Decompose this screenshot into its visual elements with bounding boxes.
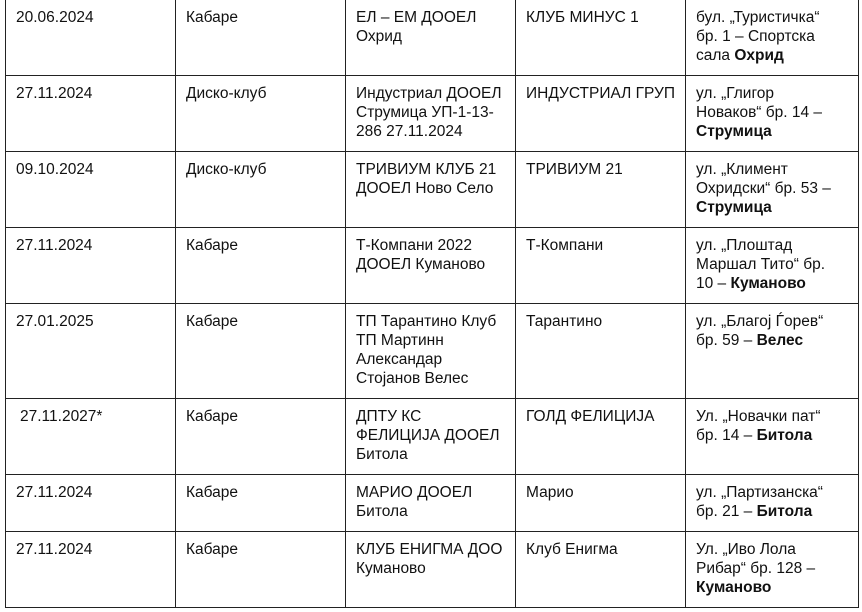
venue-type-text: Кабаре [186, 408, 239, 425]
venue-name-cell [516, 475, 686, 532]
city-name: Битола [756, 427, 813, 444]
venue-name-text: ТРИВИУМ 21 [526, 161, 623, 178]
date-cell [6, 0, 176, 76]
address-cell [686, 532, 859, 608]
address-line [696, 540, 854, 559]
city-name: Битола [756, 503, 813, 520]
company-cell [346, 475, 516, 532]
address-line [696, 198, 854, 217]
address-text: Новаков“ бр. 14 – [696, 104, 823, 121]
address-text: Маршал Тито“ бр. [696, 256, 825, 273]
company-cell [346, 304, 516, 399]
venue-type-text: Кабаре [186, 484, 239, 501]
address-cell [686, 228, 859, 304]
venue-name-cell [516, 399, 686, 475]
venue-type-text: Кабаре [186, 237, 239, 254]
venue-type-text: Кабаре [186, 541, 239, 558]
company-text: ТП Тарантино Клуб [356, 313, 497, 330]
venue-name-cell [516, 152, 686, 228]
company-line [356, 255, 511, 274]
address-cell [686, 304, 859, 399]
address-line [696, 578, 854, 597]
company-text: ФЕЛИЦИЈА ДООЕЛ [356, 427, 500, 444]
address-text: 10 – [696, 275, 731, 292]
venue-type-cell [176, 475, 346, 532]
venue-type-cell [176, 76, 346, 152]
venue-name-cell [516, 228, 686, 304]
date-text: 27.11.2024 [16, 484, 93, 501]
company-line [356, 236, 511, 255]
company-line [356, 559, 511, 578]
table-row [6, 532, 859, 608]
address-line [696, 122, 854, 141]
address-text: сала [696, 47, 735, 64]
table-row [6, 399, 859, 475]
company-text: МАРИО ДООЕЛ [356, 484, 473, 501]
city-name: Охрид [734, 47, 784, 64]
company-text: Струмица УП-1-13- [356, 104, 494, 121]
venue-name-text: ГОЛД ФЕЛИЦИЈА [526, 408, 655, 425]
address-text: бр. 1 – Спортска [696, 28, 815, 45]
company-cell [346, 228, 516, 304]
venue-type-cell [176, 399, 346, 475]
city-name: Велес [756, 332, 804, 349]
date-cell [6, 399, 176, 475]
company-text: ТРИВИУМ КЛУБ 21 [356, 161, 497, 178]
address-line [696, 407, 854, 426]
address-text: Охридски“ бр. 53 – [696, 180, 831, 197]
venue-type-cell [176, 152, 346, 228]
address-line [696, 8, 854, 27]
company-text: ТП Мартинн [356, 332, 444, 349]
address-text: ул. „Глигор [696, 85, 775, 102]
company-cell [346, 76, 516, 152]
table-row [6, 0, 859, 76]
table-row [6, 304, 859, 399]
venue-type-cell [176, 0, 346, 76]
date-text: 27.01.2025 [16, 313, 94, 330]
table-row [6, 228, 859, 304]
company-line [356, 369, 511, 388]
address-text: бр. 14 – [696, 427, 757, 444]
table-row [6, 475, 859, 532]
address-line [696, 331, 854, 350]
company-text: КЛУБ ЕНИГМА ДОО [356, 541, 503, 558]
address-line [696, 274, 854, 293]
company-line [356, 540, 511, 559]
company-text: ДООЕЛ Ново Село [356, 180, 494, 197]
date-cell [6, 532, 176, 608]
venue-type-cell [176, 532, 346, 608]
date-text: 27.11.2027* [20, 408, 103, 425]
venue-name-cell [516, 532, 686, 608]
company-line [356, 445, 511, 464]
venue-type-text: Кабаре [186, 313, 239, 330]
venue-type-text: Диско-клуб [186, 85, 267, 102]
company-text: Куманово [356, 560, 426, 577]
date-cell [6, 304, 176, 399]
address-text: ул. „Климент [696, 161, 788, 178]
date-cell [6, 228, 176, 304]
address-text: ул. „Благој Ѓорев“ [696, 313, 824, 330]
company-line [356, 312, 511, 331]
company-line [356, 502, 511, 521]
company-line [356, 483, 511, 502]
address-cell [686, 475, 859, 532]
date-text: 27.11.2024 [16, 85, 93, 102]
company-text: Битола [356, 503, 408, 520]
date-cell [6, 152, 176, 228]
company-line [356, 179, 511, 198]
table-row [6, 76, 859, 152]
address-cell [686, 152, 859, 228]
date-text: 27.11.2024 [16, 237, 93, 254]
address-line [696, 160, 854, 179]
address-line [696, 27, 854, 46]
address-cell [686, 0, 859, 76]
company-text: ДПТУ КС [356, 408, 422, 425]
company-text: ДООЕЛ Куманово [356, 256, 486, 273]
venue-type-text: Кабаре [186, 9, 239, 26]
city-name: Куманово [696, 579, 772, 596]
address-line [696, 103, 854, 122]
venue-name-text: КЛУБ МИНУС 1 [526, 9, 639, 26]
company-line [356, 350, 511, 369]
date-text: 20.06.2024 [16, 9, 94, 26]
address-line [696, 312, 854, 331]
venue-name-text: ИНДУСТРИАЛ ГРУП [526, 85, 676, 102]
company-line [356, 331, 511, 350]
address-line [696, 46, 854, 65]
address-line [696, 426, 854, 445]
company-cell [346, 0, 516, 76]
venue-name-cell [516, 0, 686, 76]
city-name: Куманово [730, 275, 806, 292]
venue-name-cell [516, 76, 686, 152]
address-text: Ул. „Новачки пат“ [696, 408, 821, 425]
date-text: 27.11.2024 [16, 541, 93, 558]
company-line [356, 160, 511, 179]
address-line [696, 84, 854, 103]
address-line [696, 502, 854, 521]
address-text: бр. 21 – [696, 503, 757, 520]
company-text: Александар [356, 351, 443, 368]
company-line [356, 426, 511, 445]
date-cell [6, 76, 176, 152]
company-line [356, 27, 511, 46]
company-text: Битола [356, 446, 408, 463]
company-cell [346, 399, 516, 475]
company-line [356, 103, 511, 122]
address-text: Ул. „Иво Лола [696, 541, 796, 558]
company-text: Охрид [356, 28, 402, 45]
company-cell [346, 152, 516, 228]
venue-name-text: Т-Компани [526, 237, 604, 254]
address-line [696, 179, 854, 198]
address-line [696, 255, 854, 274]
address-line [696, 236, 854, 255]
address-line [696, 483, 854, 502]
address-text: ул. „Партизанска“ [696, 484, 823, 501]
company-cell [346, 532, 516, 608]
company-text: Стојанов Велес [356, 370, 469, 387]
venue-name-cell [516, 304, 686, 399]
address-cell [686, 76, 859, 152]
date-text: 09.10.2024 [16, 161, 94, 178]
address-line [696, 559, 854, 578]
company-line [356, 8, 511, 27]
venue-type-text: Диско-клуб [186, 161, 267, 178]
date-cell [6, 475, 176, 532]
company-text: Индустриал ДООЕЛ [356, 85, 502, 102]
company-line [356, 84, 511, 103]
city-name: Струмица [696, 123, 772, 140]
company-line [356, 122, 511, 141]
address-text: бул. „Туристичка“ [696, 9, 820, 26]
venue-type-cell [176, 228, 346, 304]
venue-type-cell [176, 304, 346, 399]
registry-table [5, 0, 859, 608]
address-text: ул. „Плоштад [696, 237, 793, 254]
address-text: бр. 59 – [696, 332, 757, 349]
venue-name-text: Марио [526, 484, 574, 501]
company-text: 286 27.11.2024 [356, 123, 463, 140]
address-text: Рибар“ бр. 128 – [696, 560, 816, 577]
table-row [6, 152, 859, 228]
company-text: ЕЛ – ЕМ ДООЕЛ [356, 9, 477, 26]
company-line [356, 407, 511, 426]
venue-name-text: Клуб Енигма [526, 541, 618, 558]
registry-table-body [6, 0, 859, 608]
company-text: Т-Компани 2022 [356, 237, 472, 254]
city-name: Струмица [696, 199, 772, 216]
address-cell [686, 399, 859, 475]
venue-name-text: Тарантино [526, 313, 603, 330]
